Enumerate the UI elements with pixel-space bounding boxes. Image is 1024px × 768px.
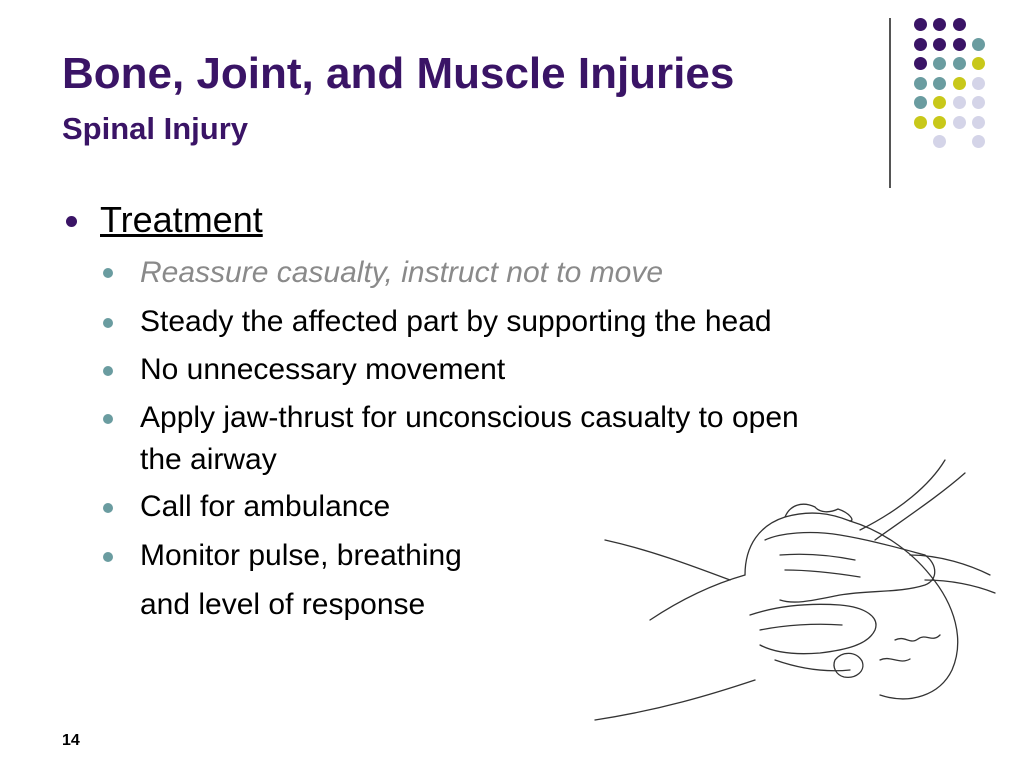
decoration-dot <box>953 96 966 109</box>
decoration-dot <box>914 77 927 90</box>
dot-grid-decoration <box>900 8 1010 168</box>
decoration-dot <box>953 57 966 70</box>
item-monitor: Monitor pulse, breathing <box>140 539 462 572</box>
decoration-dot <box>972 57 985 70</box>
decoration-dot <box>933 77 946 90</box>
decoration-dot <box>972 77 985 90</box>
decoration-dot <box>933 96 946 109</box>
decoration-dot <box>933 57 946 70</box>
decoration-dot <box>972 116 985 129</box>
decoration-dot <box>953 38 966 51</box>
decoration-dot <box>953 77 966 90</box>
item-jaw-thrust-cont: the airway <box>140 443 277 476</box>
decoration-dot <box>933 116 946 129</box>
decoration-dot <box>914 38 927 51</box>
decoration-dot <box>933 38 946 51</box>
title-divider <box>889 18 891 188</box>
item-reassure: Reassure casualty, instruct not to move <box>140 256 664 289</box>
item-jaw-thrust: Apply jaw-thrust for unconscious casualty to open <box>140 401 799 434</box>
decoration-dot <box>972 96 985 109</box>
item-ambulance: Call for ambulance <box>140 490 391 523</box>
decoration-dot <box>972 135 985 148</box>
decoration-dot <box>914 116 927 129</box>
item-steady: Steady the affected part by supporting the head <box>140 305 772 338</box>
decoration-dot <box>953 116 966 129</box>
jaw-thrust-line-drawing <box>580 455 1000 745</box>
decoration-dot <box>933 18 946 31</box>
sub-bullet <box>103 552 113 562</box>
item-no-movement: No unnecessary movement <box>140 353 506 386</box>
treatment-heading: Treatment <box>100 199 263 240</box>
slide-subtitle: Spinal Injury <box>62 111 249 146</box>
sub-bullet <box>103 503 113 513</box>
sub-bullet <box>103 318 113 328</box>
item-monitor-cont: and level of response <box>140 588 426 621</box>
main-bullet <box>66 216 77 227</box>
page-number: 14 <box>62 732 80 749</box>
decoration-dot <box>972 38 985 51</box>
decoration-dot <box>933 135 946 148</box>
slide-title: Bone, Joint, and Muscle Injuries <box>62 49 735 98</box>
decoration-dot <box>914 57 927 70</box>
decoration-dot <box>953 18 966 31</box>
decoration-dot <box>914 18 927 31</box>
sub-bullet <box>103 414 113 424</box>
decoration-dot <box>914 96 927 109</box>
sub-bullet <box>103 268 113 278</box>
sub-bullet <box>103 366 113 376</box>
